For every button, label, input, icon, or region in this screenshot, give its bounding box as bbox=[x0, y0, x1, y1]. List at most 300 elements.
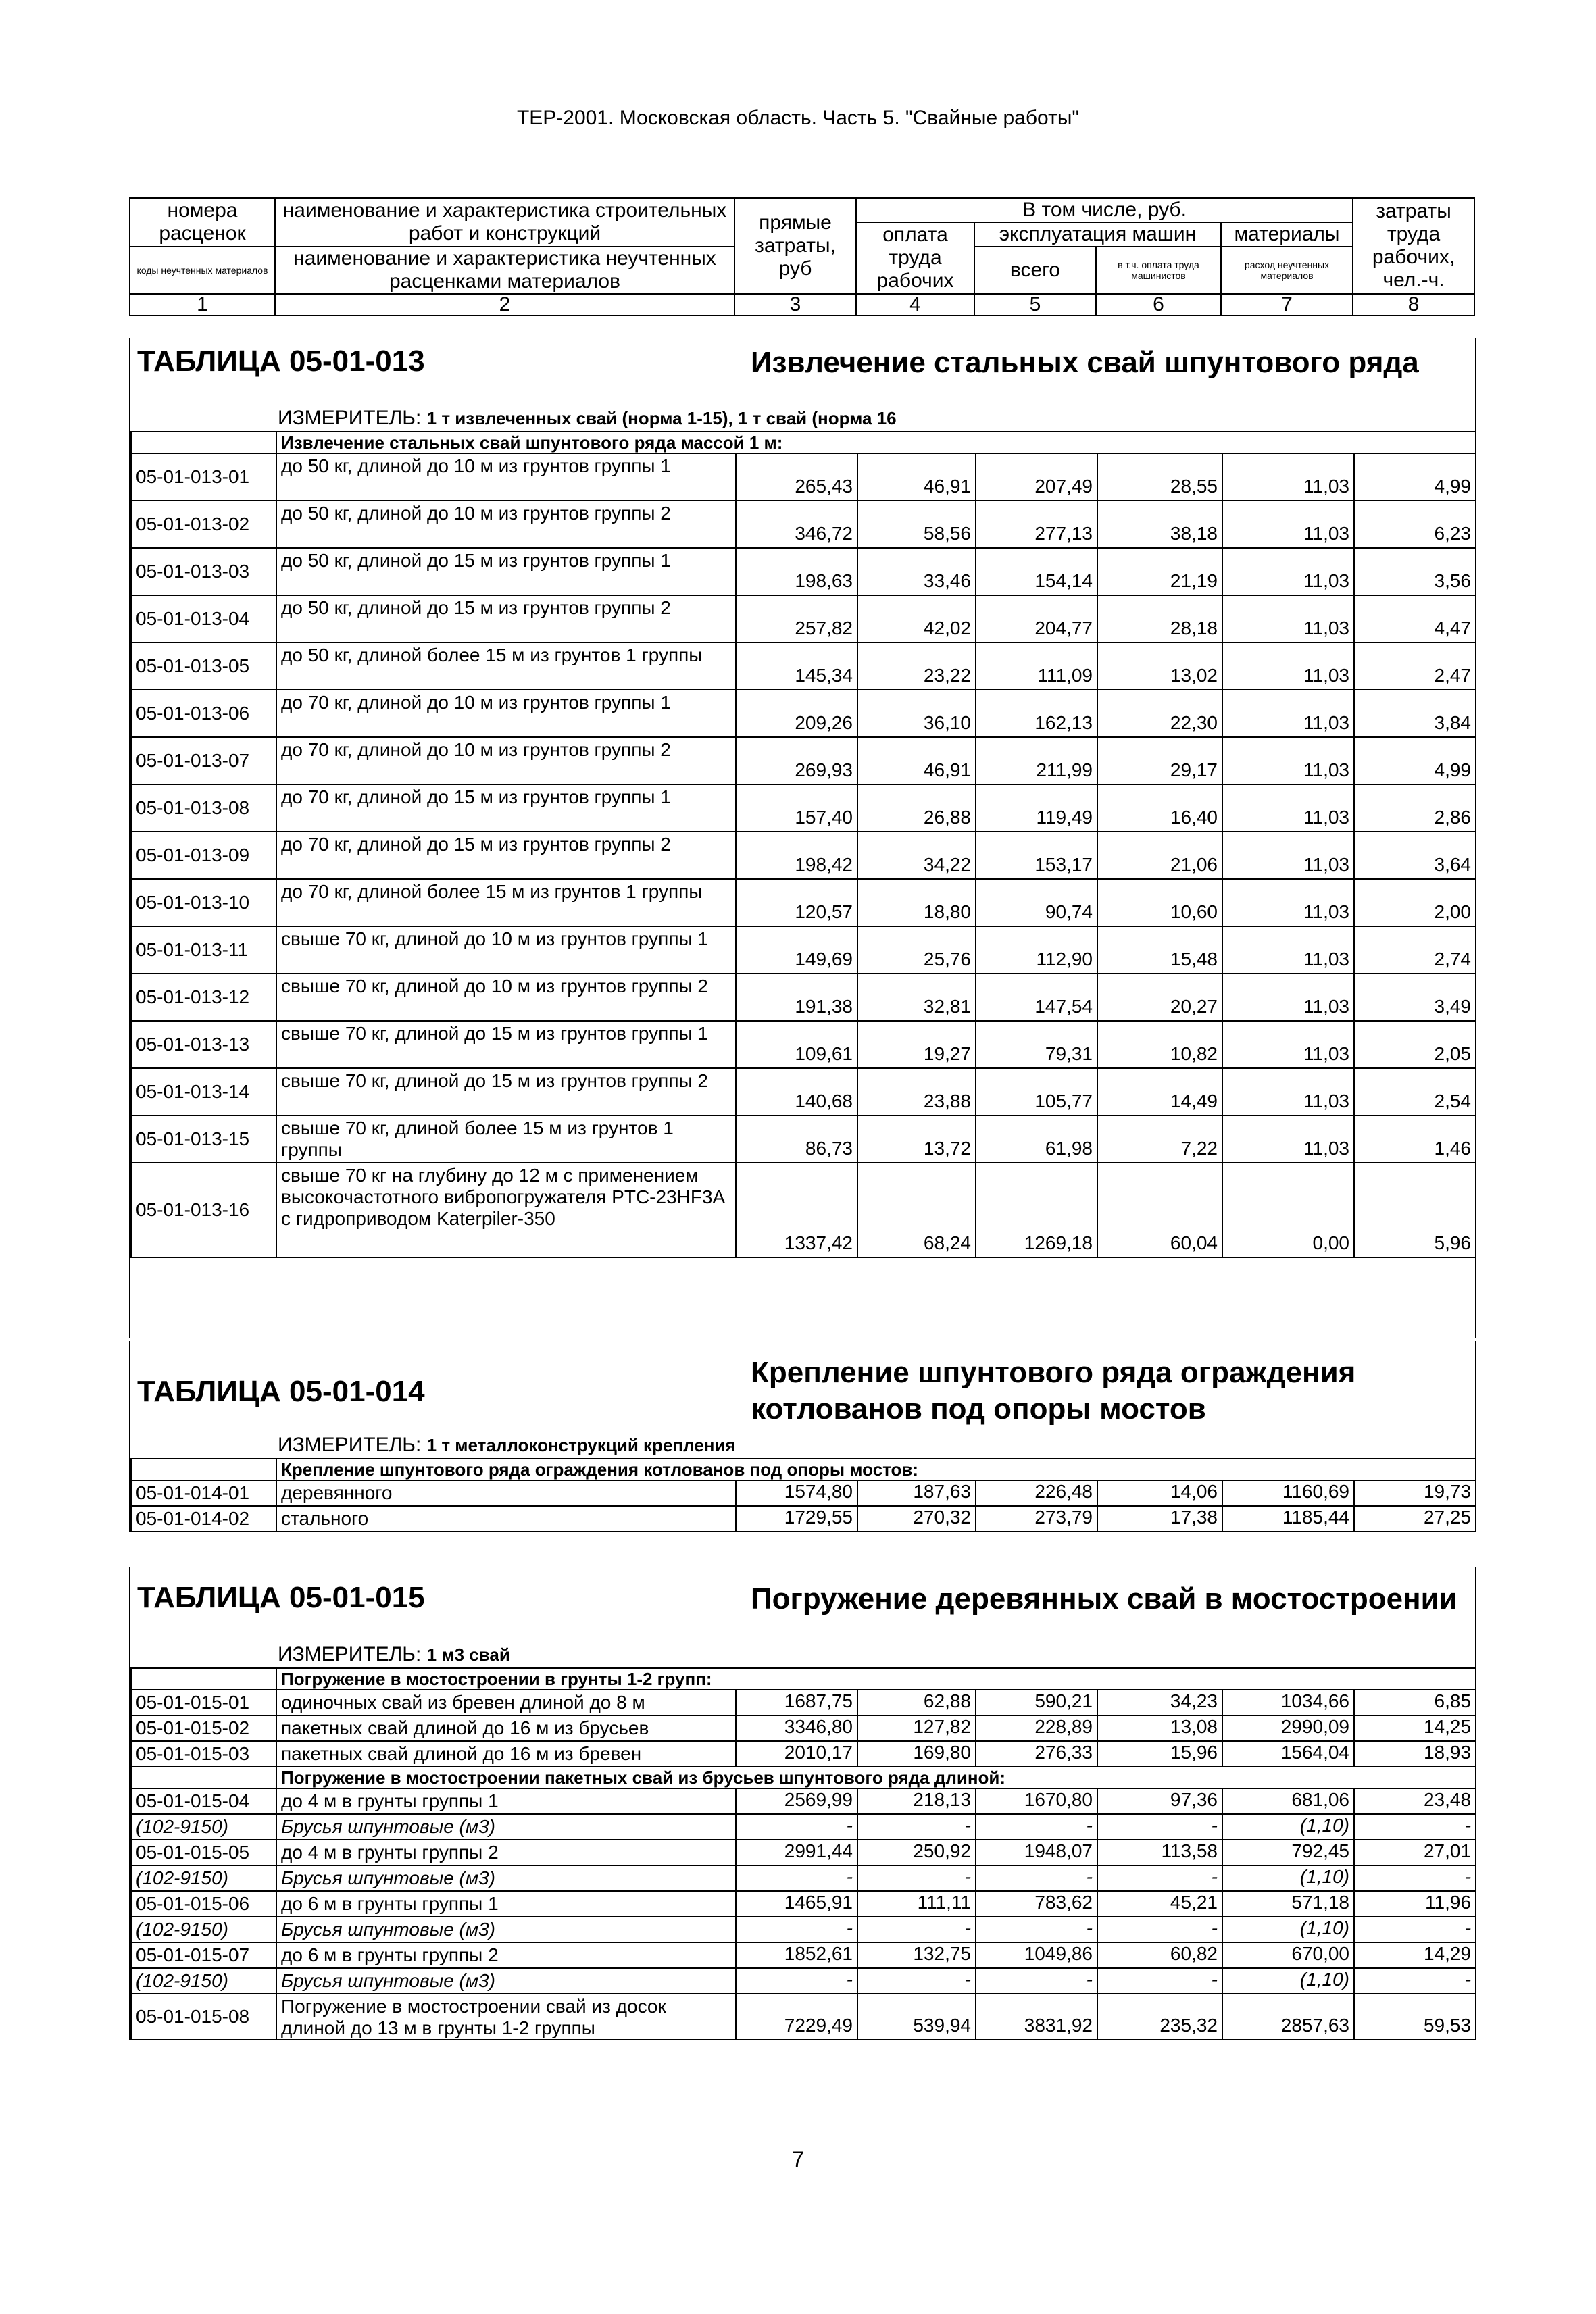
table-row bbox=[131, 453, 1476, 501]
value-c8: 3,56 bbox=[1354, 548, 1476, 595]
rate-code: 05-01-015-07 bbox=[131, 1942, 276, 1968]
material-sub_c4: - bbox=[857, 1968, 976, 1994]
value-c6: 15,48 bbox=[1097, 926, 1222, 974]
material-sub_c3: - bbox=[736, 1968, 857, 1994]
value-c4: 33,46 bbox=[857, 548, 976, 595]
group-row bbox=[131, 1767, 1476, 1788]
table-row bbox=[131, 1741, 1476, 1767]
value-c5: 277,13 bbox=[976, 501, 1097, 548]
material-sub_c7: (1,10) bbox=[1222, 1968, 1354, 1994]
col1-header: номера расценок bbox=[130, 198, 275, 247]
table-row bbox=[131, 595, 1476, 643]
value-c7: 1160,69 bbox=[1222, 1480, 1354, 1506]
value-c8: 1,46 bbox=[1354, 1115, 1476, 1163]
material-name: Брусья шпунтовые (м3) bbox=[276, 1917, 736, 1942]
work-name: пакетных свай длиной до 16 м из бревен bbox=[276, 1741, 736, 1767]
work-name: свыше 70 кг, длиной до 10 м из грунтов группы 2 bbox=[276, 974, 736, 1021]
value-c3: 346,72 bbox=[736, 501, 857, 548]
table-row bbox=[131, 879, 1476, 926]
work-name: свыше 70 кг, длиной до 15 м из грунтов группы 1 bbox=[276, 1021, 736, 1068]
work-name: до 70 кг, длиной до 10 м из грунтов группы 2 bbox=[276, 737, 736, 784]
value-c6: 14,06 bbox=[1097, 1480, 1222, 1506]
value-c8: 5,96 bbox=[1354, 1163, 1476, 1257]
value-c8: 27,01 bbox=[1354, 1840, 1476, 1865]
value-c6: 14,49 bbox=[1097, 1068, 1222, 1115]
value-c4: 36,10 bbox=[857, 690, 976, 737]
value-c5: 61,98 bbox=[976, 1115, 1097, 1163]
value-c8: 4,99 bbox=[1354, 453, 1476, 501]
value-c4: 18,80 bbox=[857, 879, 976, 926]
value-c5: 154,14 bbox=[976, 548, 1097, 595]
value-c7: 11,03 bbox=[1222, 595, 1354, 643]
material-code: (102-9150) bbox=[131, 1814, 276, 1840]
value-c5: 3831,92 bbox=[976, 1994, 1097, 2040]
materials-header: материалы bbox=[1221, 222, 1353, 247]
value-c3: 198,63 bbox=[736, 548, 857, 595]
value-c3: 257,82 bbox=[736, 595, 857, 643]
value-c3: 7229,49 bbox=[736, 1994, 857, 2040]
table-row bbox=[131, 1021, 1476, 1068]
material-sub_c6: - bbox=[1097, 1865, 1222, 1891]
col3-header: прямые затраты, руб bbox=[734, 198, 856, 294]
work-name: свыше 70 кг, длиной до 10 м из грунтов группы 1 bbox=[276, 926, 736, 974]
material-name: Брусья шпунтовые (м3) bbox=[276, 1814, 736, 1840]
value-c4: 34,22 bbox=[857, 832, 976, 879]
value-c3: 1687,75 bbox=[736, 1690, 857, 1715]
value-c7: 11,03 bbox=[1222, 737, 1354, 784]
rate-code: 05-01-013-01 bbox=[131, 453, 276, 501]
value-c5: 207,49 bbox=[976, 453, 1097, 501]
work-name: до 70 кг, длиной до 10 м из грунтов группы 1 bbox=[276, 690, 736, 737]
value-c5: 211,99 bbox=[976, 737, 1097, 784]
table-row bbox=[131, 1163, 1476, 1257]
value-c8: 19,73 bbox=[1354, 1480, 1476, 1506]
work-name: свыше 70 кг, длиной более 15 м из грунтов 1 группы bbox=[276, 1115, 736, 1163]
page-header: ТЕР-2001. Московская область. Часть 5. "Свайные работы" bbox=[516, 107, 1080, 129]
value-c8: 2,05 bbox=[1354, 1021, 1476, 1068]
value-c6: 38,18 bbox=[1097, 501, 1222, 548]
value-c7: 670,00 bbox=[1222, 1942, 1354, 1968]
value-c6: 10,82 bbox=[1097, 1021, 1222, 1068]
work-name: свыше 70 кг на глубину до 12 м с применением высокочастотного вибропогружателя PTC-23HF3A с гидроприводом Katerpiler-350 bbox=[276, 1163, 736, 1257]
work-name: до 50 кг, длиной до 15 м из грунтов группы 1 bbox=[276, 548, 736, 595]
data-table bbox=[130, 1458, 1476, 1532]
value-c6: 97,36 bbox=[1097, 1788, 1222, 1814]
value-c5: 590,21 bbox=[976, 1690, 1097, 1715]
rate-code: 05-01-013-06 bbox=[131, 690, 276, 737]
group-header: В том числе, руб. bbox=[856, 198, 1353, 222]
value-c4: 42,02 bbox=[857, 595, 976, 643]
work-name: до 6 м в грунты группы 2 bbox=[276, 1942, 736, 1968]
value-c5: 105,77 bbox=[976, 1068, 1097, 1115]
value-c3: 1729,55 bbox=[736, 1506, 857, 1532]
value-c5: 153,17 bbox=[976, 832, 1097, 879]
value-c7: 11,03 bbox=[1222, 832, 1354, 879]
value-c7: 11,03 bbox=[1222, 643, 1354, 690]
value-c5: 1670,80 bbox=[976, 1788, 1097, 1814]
material-sub_c7: (1,10) bbox=[1222, 1865, 1354, 1891]
material-sub_c3: - bbox=[736, 1865, 857, 1891]
value-c8: 18,93 bbox=[1354, 1741, 1476, 1767]
table-05-01-015 bbox=[129, 1567, 1476, 2040]
table-title: Извлечение стальных свай шпунтового ряда bbox=[751, 346, 1419, 379]
work-name: до 50 кг, длиной более 15 м из грунтов 1 группы bbox=[276, 643, 736, 690]
material-sub_c5: - bbox=[976, 1917, 1097, 1942]
value-c3: 198,42 bbox=[736, 832, 857, 879]
col7-header: расход неучтенных материалов bbox=[1221, 247, 1353, 294]
value-c6: 28,18 bbox=[1097, 595, 1222, 643]
value-c4: 58,56 bbox=[857, 501, 976, 548]
col-number: 5 bbox=[974, 294, 1096, 316]
value-c6: 45,21 bbox=[1097, 1891, 1222, 1917]
material-row bbox=[131, 1917, 1476, 1942]
col1-small-header: коды неучтенных материалов bbox=[130, 247, 275, 294]
group-label: Погружение в мостостроении пакетных свай из брусьев шпунтового ряда длиной: bbox=[276, 1767, 1476, 1788]
value-c3: 2010,17 bbox=[736, 1741, 857, 1767]
table-row bbox=[131, 548, 1476, 595]
rate-code: 05-01-014-01 bbox=[131, 1480, 276, 1506]
value-c5: 226,48 bbox=[976, 1480, 1097, 1506]
material-sub_c6: - bbox=[1097, 1814, 1222, 1840]
value-c4: 46,91 bbox=[857, 453, 976, 501]
value-c4: 25,76 bbox=[857, 926, 976, 974]
value-c5: 276,33 bbox=[976, 1741, 1097, 1767]
table-row bbox=[131, 832, 1476, 879]
table-row bbox=[131, 1480, 1476, 1506]
value-c3: 1337,42 bbox=[736, 1163, 857, 1257]
table-code: ТАБЛИЦА 05-01-015 bbox=[137, 1581, 425, 1614]
table-row bbox=[131, 1788, 1476, 1814]
material-name: Брусья шпунтовые (м3) bbox=[276, 1865, 736, 1891]
table-row bbox=[131, 1942, 1476, 1968]
table-row bbox=[131, 643, 1476, 690]
col4-header: оплата труда рабочих bbox=[856, 222, 974, 294]
work-name: до 70 кг, длиной более 15 м из грунтов 1 группы bbox=[276, 879, 736, 926]
work-name: до 4 м в грунты группы 1 bbox=[276, 1788, 736, 1814]
table-title: Крепление шпунтового ряда ограждения котлованов под опоры мостов bbox=[751, 1356, 1356, 1426]
value-c5: 79,31 bbox=[976, 1021, 1097, 1068]
value-c7: 11,03 bbox=[1222, 1068, 1354, 1115]
value-c4: 169,80 bbox=[857, 1741, 976, 1767]
work-name: до 70 кг, длиной до 15 м из грунтов группы 1 bbox=[276, 784, 736, 832]
value-c5: 90,74 bbox=[976, 879, 1097, 926]
value-c7: 0,00 bbox=[1222, 1163, 1354, 1257]
value-c8: 14,25 bbox=[1354, 1715, 1476, 1741]
value-c3: 265,43 bbox=[736, 453, 857, 501]
rate-code: 05-01-015-01 bbox=[131, 1690, 276, 1715]
value-c7: 792,45 bbox=[1222, 1840, 1354, 1865]
work-name: до 50 кг, длиной до 10 м из грунтов группы 1 bbox=[276, 453, 736, 501]
table-row bbox=[131, 737, 1476, 784]
value-c6: 20,27 bbox=[1097, 974, 1222, 1021]
value-c7: 11,03 bbox=[1222, 974, 1354, 1021]
material-row bbox=[131, 1865, 1476, 1891]
value-c5: 273,79 bbox=[976, 1506, 1097, 1532]
group-label: Погружение в мостостроении в грунты 1-2 групп: bbox=[276, 1668, 1476, 1690]
table-row bbox=[131, 1994, 1476, 2040]
table-row bbox=[131, 1690, 1476, 1715]
value-c4: 127,82 bbox=[857, 1715, 976, 1741]
material-code: (102-9150) bbox=[131, 1865, 276, 1891]
col-number: 1 bbox=[130, 294, 275, 316]
table-row bbox=[131, 974, 1476, 1021]
col5-header: всего bbox=[974, 247, 1096, 294]
value-c3: 145,34 bbox=[736, 643, 857, 690]
value-c5: 204,77 bbox=[976, 595, 1097, 643]
measure-line: ИЗМЕРИТЕЛЬ: 1 т металлоконструкций крепления bbox=[278, 1434, 736, 1456]
value-c7: 681,06 bbox=[1222, 1788, 1354, 1814]
work-name: до 4 м в грунты группы 2 bbox=[276, 1840, 736, 1865]
value-c8: 11,96 bbox=[1354, 1891, 1476, 1917]
group-label: Извлечение стальных свай шпунтового ряда массой 1 м: bbox=[276, 432, 1476, 453]
col6-header: в т.ч. оплата труда машинистов bbox=[1096, 247, 1221, 294]
value-c8: 4,99 bbox=[1354, 737, 1476, 784]
value-c5: 783,62 bbox=[976, 1891, 1097, 1917]
value-c6: 60,04 bbox=[1097, 1163, 1222, 1257]
value-c4: 187,63 bbox=[857, 1480, 976, 1506]
material-sub_c8: - bbox=[1354, 1814, 1476, 1840]
value-c5: 112,90 bbox=[976, 926, 1097, 974]
value-c4: 46,91 bbox=[857, 737, 976, 784]
value-c7: 11,03 bbox=[1222, 453, 1354, 501]
table-row bbox=[131, 690, 1476, 737]
rate-code: 05-01-013-14 bbox=[131, 1068, 276, 1115]
rate-code: 05-01-015-08 bbox=[131, 1994, 276, 2040]
value-c7: 11,03 bbox=[1222, 1115, 1354, 1163]
value-c8: 3,64 bbox=[1354, 832, 1476, 879]
work-name: до 50 кг, длиной до 15 м из грунтов группы 2 bbox=[276, 595, 736, 643]
value-c4: 62,88 bbox=[857, 1690, 976, 1715]
page-number: 7 bbox=[792, 2147, 804, 2171]
rate-code: 05-01-013-08 bbox=[131, 784, 276, 832]
value-c3: 120,57 bbox=[736, 879, 857, 926]
material-sub_c7: (1,10) bbox=[1222, 1814, 1354, 1840]
value-c4: 23,88 bbox=[857, 1068, 976, 1115]
measure-line: ИЗМЕРИТЕЛЬ: 1 т извлеченных свай (норма 1-15), 1 т свай (норма 16 bbox=[278, 407, 897, 429]
rate-code: 05-01-015-04 bbox=[131, 1788, 276, 1814]
table-row bbox=[131, 1840, 1476, 1865]
value-c8: 23,48 bbox=[1354, 1788, 1476, 1814]
value-c3: 1574,80 bbox=[736, 1480, 857, 1506]
table-row bbox=[131, 926, 1476, 974]
table-title-block bbox=[130, 1567, 1475, 1642]
value-c3: 1852,61 bbox=[736, 1942, 857, 1968]
table-title: Погружение деревянных свай в мостостроении bbox=[751, 1582, 1457, 1615]
value-c7: 1564,04 bbox=[1222, 1741, 1354, 1767]
material-row bbox=[131, 1814, 1476, 1840]
value-c4: 19,27 bbox=[857, 1021, 976, 1068]
value-c5: 1049,86 bbox=[976, 1942, 1097, 1968]
col-number: 6 bbox=[1096, 294, 1221, 316]
value-c3: 149,69 bbox=[736, 926, 857, 974]
measure-line: ИЗМЕРИТЕЛЬ: 1 м3 свай bbox=[278, 1643, 510, 1665]
table-row bbox=[131, 501, 1476, 548]
value-c8: 3,49 bbox=[1354, 974, 1476, 1021]
col-number: 3 bbox=[734, 294, 856, 316]
value-c7: 11,03 bbox=[1222, 784, 1354, 832]
material-row bbox=[131, 1968, 1476, 1994]
material-sub_c6: - bbox=[1097, 1917, 1222, 1942]
value-c3: 2569,99 bbox=[736, 1788, 857, 1814]
table-code: ТАБЛИЦА 05-01-014 bbox=[137, 1375, 425, 1408]
value-c3: 209,26 bbox=[736, 690, 857, 737]
col-number: 2 bbox=[275, 294, 734, 316]
value-c5: 119,49 bbox=[976, 784, 1097, 832]
value-c6: 34,23 bbox=[1097, 1690, 1222, 1715]
value-c7: 11,03 bbox=[1222, 1021, 1354, 1068]
work-name: до 70 кг, длиной до 15 м из грунтов группы 2 bbox=[276, 832, 736, 879]
value-c7: 1034,66 bbox=[1222, 1690, 1354, 1715]
value-c5: 111,09 bbox=[976, 643, 1097, 690]
col-number: 8 bbox=[1353, 294, 1474, 316]
rate-code: 05-01-013-07 bbox=[131, 737, 276, 784]
col-number: 4 bbox=[856, 294, 974, 316]
value-c8: 2,54 bbox=[1354, 1068, 1476, 1115]
value-c7: 2990,09 bbox=[1222, 1715, 1354, 1741]
value-c4: 111,11 bbox=[857, 1891, 976, 1917]
value-c8: 6,85 bbox=[1354, 1690, 1476, 1715]
value-c6: 22,30 bbox=[1097, 690, 1222, 737]
value-c6: 16,40 bbox=[1097, 784, 1222, 832]
value-c3: 191,38 bbox=[736, 974, 857, 1021]
value-c7: 11,03 bbox=[1222, 690, 1354, 737]
value-c7: 571,18 bbox=[1222, 1891, 1354, 1917]
value-c8: 2,86 bbox=[1354, 784, 1476, 832]
value-c8: 6,23 bbox=[1354, 501, 1476, 548]
value-c4: 68,24 bbox=[857, 1163, 976, 1257]
value-c5: 162,13 bbox=[976, 690, 1097, 737]
material-sub_c8: - bbox=[1354, 1865, 1476, 1891]
table-title-block bbox=[130, 338, 1475, 405]
value-c7: 1185,44 bbox=[1222, 1506, 1354, 1532]
column-header-table bbox=[129, 197, 1475, 316]
value-c8: 2,74 bbox=[1354, 926, 1476, 974]
data-table bbox=[130, 1667, 1476, 2040]
value-c4: 250,92 bbox=[857, 1840, 976, 1865]
group-label: Крепление шпунтового ряда ограждения котлованов под опоры мостов: bbox=[276, 1459, 1476, 1480]
col2-header-bottom: наименование и характеристика неучтенных расценками материалов bbox=[275, 247, 734, 294]
value-c6: 13,02 bbox=[1097, 643, 1222, 690]
table-row bbox=[131, 1891, 1476, 1917]
value-c3: 140,68 bbox=[736, 1068, 857, 1115]
value-c3: 157,40 bbox=[736, 784, 857, 832]
value-c4: 13,72 bbox=[857, 1115, 976, 1163]
value-c6: 28,55 bbox=[1097, 453, 1222, 501]
value-c6: 21,06 bbox=[1097, 832, 1222, 879]
work-name: пакетных свай длиной до 16 м из брусьев bbox=[276, 1715, 736, 1741]
table-row bbox=[131, 1115, 1476, 1163]
value-c7: 11,03 bbox=[1222, 548, 1354, 595]
value-c6: 17,38 bbox=[1097, 1506, 1222, 1532]
material-sub_c6: - bbox=[1097, 1968, 1222, 1994]
data-table bbox=[130, 431, 1476, 1258]
material-sub_c4: - bbox=[857, 1865, 976, 1891]
rate-code: 05-01-013-02 bbox=[131, 501, 276, 548]
material-sub_c3: - bbox=[736, 1814, 857, 1840]
value-c3: 86,73 bbox=[736, 1115, 857, 1163]
value-c5: 1948,07 bbox=[976, 1840, 1097, 1865]
value-c6: 29,17 bbox=[1097, 737, 1222, 784]
rate-code: 05-01-015-02 bbox=[131, 1715, 276, 1741]
rate-code: 05-01-015-03 bbox=[131, 1741, 276, 1767]
col2-header-top: наименование и характеристика строительных работ и конструкций bbox=[275, 198, 734, 247]
value-c6: 21,19 bbox=[1097, 548, 1222, 595]
material-name: Брусья шпунтовые (м3) bbox=[276, 1968, 736, 1994]
material-sub_c5: - bbox=[976, 1814, 1097, 1840]
value-c3: 269,93 bbox=[736, 737, 857, 784]
value-c5: 1269,18 bbox=[976, 1163, 1097, 1257]
material-sub_c4: - bbox=[857, 1917, 976, 1942]
material-sub_c7: (1,10) bbox=[1222, 1917, 1354, 1942]
value-c8: 2,00 bbox=[1354, 879, 1476, 926]
value-c4: 132,75 bbox=[857, 1942, 976, 1968]
rate-code: 05-01-015-05 bbox=[131, 1840, 276, 1865]
rate-code: 05-01-013-03 bbox=[131, 548, 276, 595]
table-row bbox=[131, 1715, 1476, 1741]
work-name: стального bbox=[276, 1506, 736, 1532]
value-c3: 2991,44 bbox=[736, 1840, 857, 1865]
col-number: 7 bbox=[1221, 294, 1353, 316]
table-title-block bbox=[130, 1341, 1475, 1432]
value-c6: 60,82 bbox=[1097, 1942, 1222, 1968]
work-name: Погружение в мостостроении свай из досок длиной до 13 м в грунты 1-2 группы bbox=[276, 1994, 736, 2040]
value-c4: 218,13 bbox=[857, 1788, 976, 1814]
value-c8: 14,29 bbox=[1354, 1942, 1476, 1968]
table-code: ТАБЛИЦА 05-01-013 bbox=[137, 345, 425, 378]
rate-code: 05-01-014-02 bbox=[131, 1506, 276, 1532]
material-code: (102-9150) bbox=[131, 1968, 276, 1994]
value-c4: 539,94 bbox=[857, 1994, 976, 2040]
value-c8: 4,47 bbox=[1354, 595, 1476, 643]
material-code: (102-9150) bbox=[131, 1917, 276, 1942]
value-c4: 32,81 bbox=[857, 974, 976, 1021]
material-sub_c5: - bbox=[976, 1865, 1097, 1891]
value-c3: 1465,91 bbox=[736, 1891, 857, 1917]
table-row bbox=[131, 784, 1476, 832]
material-sub_c8: - bbox=[1354, 1968, 1476, 1994]
value-c6: 10,60 bbox=[1097, 879, 1222, 926]
column-header bbox=[129, 197, 1474, 316]
value-c8: 3,84 bbox=[1354, 690, 1476, 737]
value-c4: 23,22 bbox=[857, 643, 976, 690]
col8-header: затраты труда рабочих, чел.-ч. bbox=[1353, 198, 1474, 294]
value-c7: 2857,63 bbox=[1222, 1994, 1354, 2040]
work-name: деревянного bbox=[276, 1480, 736, 1506]
work-name: свыше 70 кг, длиной до 15 м из грунтов группы 2 bbox=[276, 1068, 736, 1115]
rate-code: 05-01-013-13 bbox=[131, 1021, 276, 1068]
table-05-01-013 bbox=[129, 338, 1476, 1338]
rate-code: 05-01-013-12 bbox=[131, 974, 276, 1021]
table-row bbox=[131, 1506, 1476, 1532]
group-spacer bbox=[131, 1767, 276, 1788]
rate-code: 05-01-013-15 bbox=[131, 1115, 276, 1163]
value-c7: 11,03 bbox=[1222, 879, 1354, 926]
value-c7: 11,03 bbox=[1222, 501, 1354, 548]
rate-code: 05-01-013-09 bbox=[131, 832, 276, 879]
value-c8: 27,25 bbox=[1354, 1506, 1476, 1532]
work-name: до 50 кг, длиной до 10 м из грунтов группы 2 bbox=[276, 501, 736, 548]
value-c6: 235,32 bbox=[1097, 1994, 1222, 2040]
value-c6: 7,22 bbox=[1097, 1115, 1222, 1163]
value-c4: 270,32 bbox=[857, 1506, 976, 1532]
rate-code: 05-01-013-05 bbox=[131, 643, 276, 690]
table-row bbox=[131, 1068, 1476, 1115]
value-c8: 2,47 bbox=[1354, 643, 1476, 690]
value-c6: 113,58 bbox=[1097, 1840, 1222, 1865]
work-name: до 6 м в грунты группы 1 bbox=[276, 1891, 736, 1917]
material-sub_c8: - bbox=[1354, 1917, 1476, 1942]
rate-code: 05-01-013-04 bbox=[131, 595, 276, 643]
